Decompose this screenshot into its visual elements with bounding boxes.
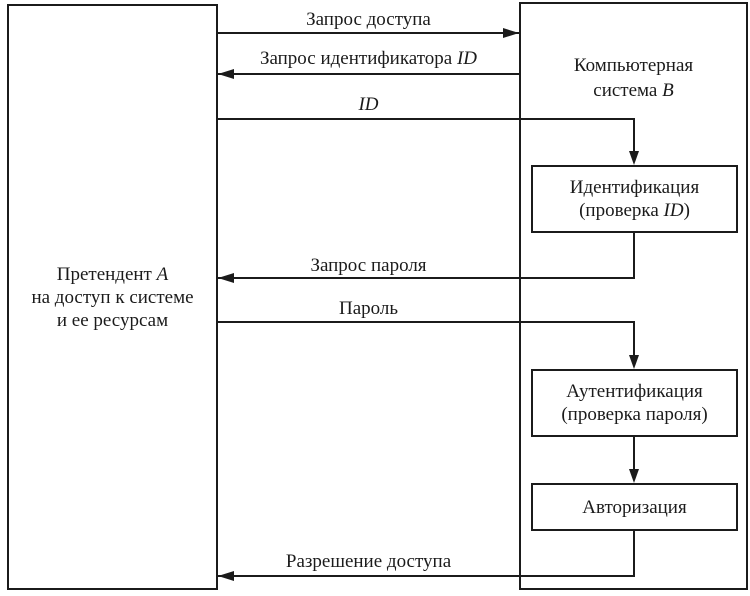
authentication-label-line1: Аутентификация <box>566 381 703 402</box>
id-transfer-line-vertical <box>633 118 635 152</box>
identification-box <box>531 165 738 233</box>
id-request-label <box>218 48 519 69</box>
password-transfer-line-vertical <box>633 321 635 356</box>
claimant-name-text: Претендент <box>56 263 157 285</box>
identification-label-line2 <box>579 199 690 222</box>
claimant-label <box>31 263 193 332</box>
claimant-label-line3: и ее ресурсам <box>56 309 169 331</box>
identification-check-text: (проверка <box>579 200 664 221</box>
id-transfer-line-horizontal <box>218 118 635 120</box>
password-request-label: Запрос пароля <box>310 255 427 276</box>
password-transfer-arrowhead-icon <box>629 355 639 369</box>
authorization-label: Авторизация <box>582 496 687 518</box>
identification-label-line1: Идентификация <box>569 177 700 198</box>
id-transfer-label: ID <box>358 94 379 115</box>
authentication-label-line2: (проверка пароля) <box>561 404 708 425</box>
system-label-line2 <box>521 78 746 103</box>
id-request-arrowhead-icon <box>218 69 234 79</box>
id-request-line <box>218 73 519 75</box>
id-request-text: Запрос идентификатора <box>259 48 457 69</box>
password-transfer-label: Пароль <box>338 298 399 319</box>
authorization-box <box>531 483 738 531</box>
access-grant-label: Разрешение доступа <box>285 551 452 572</box>
system-label <box>521 53 746 103</box>
system-letter: B <box>662 80 674 101</box>
authentication-to-authorization-line <box>633 437 635 470</box>
authentication-to-authorization-arrowhead-icon <box>629 469 639 483</box>
claimant-letter: A <box>156 263 169 285</box>
password-request-line-horizontal <box>218 277 635 279</box>
identification-id-text: ID <box>663 200 684 221</box>
access-grant-line-horizontal <box>218 575 635 577</box>
claimant-box <box>7 4 218 590</box>
password-transfer-line-horizontal <box>218 321 635 323</box>
id-request-id-text: ID <box>456 48 478 69</box>
access-grant-arrowhead-icon <box>218 571 234 581</box>
claimant-label-line1 <box>31 263 193 286</box>
access-grant-line-vertical <box>633 531 635 577</box>
password-request-line-vertical <box>633 233 635 279</box>
id-transfer-arrowhead-icon <box>629 151 639 165</box>
identification-paren: ) <box>683 200 690 221</box>
claimant-label-line2: на доступ к системе <box>31 286 194 308</box>
system-label-line1: Компьютерная <box>573 55 694 76</box>
access-request-line <box>218 32 519 34</box>
access-request-label: Запрос доступа <box>306 9 431 30</box>
authentication-box <box>531 369 738 437</box>
system-name-text: система <box>593 80 663 101</box>
